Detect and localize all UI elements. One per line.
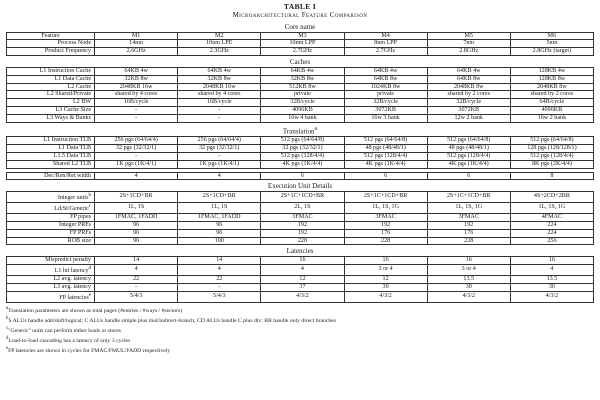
row-label-cell: L2 Shared/Private bbox=[7, 91, 95, 99]
table-cell: 4FMAC bbox=[510, 213, 593, 221]
table-cell: 4/3/2 bbox=[510, 291, 593, 302]
table-cell: - bbox=[178, 115, 261, 123]
table-cell: - bbox=[95, 107, 178, 115]
table-row bbox=[7, 221, 594, 229]
table-cell: 2.3GHz bbox=[178, 48, 261, 56]
row-label-cell: Process Node bbox=[7, 40, 95, 48]
table-cell: 12w 2 bank bbox=[427, 115, 510, 123]
header-cell: M1 bbox=[95, 32, 178, 40]
table-cell: 224 bbox=[510, 229, 593, 237]
table-row bbox=[7, 256, 594, 264]
table-cell: - bbox=[95, 152, 178, 160]
core-name-table bbox=[6, 32, 594, 57]
table-cell: 32 pgs (32/32/1) bbox=[95, 144, 178, 152]
table-cell: 3FMAC bbox=[261, 213, 344, 221]
footnote-mark: c bbox=[88, 202, 92, 209]
table-cell: 64KB 4w bbox=[261, 67, 344, 75]
table-cell: 512 pgs (128/4/4) bbox=[261, 152, 344, 160]
table-row bbox=[7, 283, 594, 291]
footnotes bbox=[6, 305, 594, 355]
row-label-cell: ROB size bbox=[7, 237, 95, 245]
table-cell: 64B/cycle bbox=[510, 99, 593, 107]
table-cell: 228 bbox=[344, 237, 427, 245]
table-row bbox=[7, 275, 594, 283]
table-cell: 1L, 1S, 1G bbox=[427, 202, 510, 213]
table-cell: private bbox=[344, 91, 427, 99]
table-cell: 16 bbox=[427, 256, 510, 264]
latencies-table bbox=[6, 256, 594, 303]
table-cell: 37 bbox=[261, 283, 344, 291]
row-label-cell: FP PRFs bbox=[7, 229, 95, 237]
table-cell: 1FMAC, 1FADD bbox=[178, 213, 261, 221]
table-cell: 1K pgs (1K/4/1) bbox=[95, 160, 178, 168]
footnote: $^a$Translation parameters are shown as total pages (#entries / #ways / #sectors) bbox=[6, 305, 183, 314]
table-cell: 96 bbox=[95, 221, 178, 229]
row-label-cell: Ld/St/Generic$^c$ bbox=[7, 202, 95, 213]
table-row bbox=[7, 83, 594, 91]
table-cell: 32 pgs (32/32/1) bbox=[261, 144, 344, 152]
table-cell: 512KB 8w bbox=[261, 83, 344, 91]
footnote: $^d$Load-to-load cascading has a latency of only 3 cycles bbox=[6, 335, 131, 344]
table-cell: 2S+1C+1CD+BR bbox=[261, 191, 344, 202]
row-label-cell: Mispredict penalty bbox=[7, 256, 95, 264]
row-label-cell: L1 Instruction TLB bbox=[7, 136, 95, 144]
table-cell: 16 bbox=[510, 256, 593, 264]
table-cell: 32KB 8w bbox=[178, 75, 261, 83]
table-number: TABLE I bbox=[283, 2, 317, 11]
table-cell: 192 bbox=[261, 221, 344, 229]
section-heading-caches: Caches bbox=[289, 58, 311, 67]
table-cell: 5/4/3 bbox=[95, 291, 178, 302]
table-cell: 48 pgs (48/48/1) bbox=[427, 144, 510, 152]
table-row bbox=[7, 202, 594, 213]
table-row bbox=[7, 152, 594, 160]
table-cell: 2S+1C+1CD+BR bbox=[427, 191, 510, 202]
row-label-cell: L2 Cache bbox=[7, 83, 95, 91]
table-cell: 12 bbox=[261, 275, 344, 283]
table-cell: 30 bbox=[344, 283, 427, 291]
table-row bbox=[7, 67, 594, 75]
execution-width-table bbox=[6, 172, 594, 181]
table-cell: private bbox=[261, 91, 344, 99]
table-cell: shared by 4 cores bbox=[178, 91, 261, 99]
table-cell: 192 bbox=[344, 221, 427, 229]
table-cell: 22 bbox=[178, 275, 261, 283]
table-cell: 176 bbox=[344, 229, 427, 237]
table-row bbox=[7, 237, 594, 245]
table-cell: 14 bbox=[178, 256, 261, 264]
row-label-cell: L1 Data TLB bbox=[7, 144, 95, 152]
table-cell: 176 bbox=[427, 229, 510, 237]
section-heading-translation: Translation$^a$ bbox=[282, 126, 318, 136]
footnote-mark: b bbox=[88, 191, 92, 198]
table-cell: 128 pgs (128/128/1) bbox=[510, 144, 593, 152]
table-cell: 512 pgs (64/64/8) bbox=[344, 136, 427, 144]
table-cell: 16B/cycle bbox=[178, 99, 261, 107]
table-cell: 6 bbox=[261, 172, 344, 180]
table-cell: shared by 2 cores bbox=[510, 91, 593, 99]
table-cell: 4 bbox=[95, 172, 178, 180]
table-cell: 16 bbox=[344, 256, 427, 264]
table-caption: Microarchitectural Feature Comparison bbox=[232, 11, 368, 19]
table-cell: 128KB 4w bbox=[510, 67, 593, 75]
table-cell: 16w 4 bank bbox=[261, 115, 344, 123]
table-cell: 4 bbox=[178, 264, 261, 275]
table-cell: 228 bbox=[427, 237, 510, 245]
row-label-cell: L1 Instruction Cache bbox=[7, 67, 95, 75]
table-cell: shared by 4 cores bbox=[95, 91, 178, 99]
row-label-cell: FP pipes bbox=[7, 213, 95, 221]
table-cell: 1L, 1S bbox=[95, 202, 178, 213]
table-cell: 32B/cycle bbox=[344, 99, 427, 107]
row-label-cell: Integer units$^b$ bbox=[7, 191, 95, 202]
table-header-row bbox=[7, 32, 594, 40]
table-cell: 96 bbox=[95, 237, 178, 245]
table-cell: 64KB 8w bbox=[427, 75, 510, 83]
table-cell: - bbox=[95, 283, 178, 291]
table-cell: 64KB 4w bbox=[95, 67, 178, 75]
translation-table bbox=[6, 136, 594, 169]
table-cell: 2048KB 16w bbox=[178, 83, 261, 91]
table-cell: 30 bbox=[427, 283, 510, 291]
header-cell: M5 bbox=[427, 32, 510, 40]
table-cell: 96 bbox=[95, 229, 178, 237]
table-cell: 512 pgs (64/64/8) bbox=[427, 136, 510, 144]
table-cell: 16 bbox=[261, 256, 344, 264]
section-heading-latencies: Latencies bbox=[286, 247, 314, 256]
table-cell: 8nm LPP bbox=[344, 40, 427, 48]
table-row bbox=[7, 115, 594, 123]
row-label-cell: Product Frequency bbox=[7, 48, 95, 56]
table-figure bbox=[6, 0, 594, 355]
table-cell: 192 bbox=[427, 221, 510, 229]
table-cell: - bbox=[95, 115, 178, 123]
table-cell: 30 bbox=[510, 283, 593, 291]
table-cell: 4K pgs (1K/4/4) bbox=[344, 160, 427, 168]
table-cell: 3 or 4 bbox=[427, 264, 510, 275]
row-label-cell: L1.5 Data TLB bbox=[7, 152, 95, 160]
table-cell: 96 bbox=[178, 221, 261, 229]
table-row bbox=[7, 160, 594, 168]
table-cell: 14 bbox=[95, 256, 178, 264]
table-cell: 512 pgs (128/4/4) bbox=[510, 152, 593, 160]
table-cell: 4 bbox=[178, 172, 261, 180]
table-cell: 512 pgs (128/4/4) bbox=[344, 152, 427, 160]
table-cell: 2.8GHz bbox=[427, 48, 510, 56]
footnote-mark: a bbox=[314, 126, 318, 133]
table-cell: 2.7GHz bbox=[344, 48, 427, 56]
row-label-cell: Integer PRFs bbox=[7, 221, 95, 229]
table-cell: 12 bbox=[344, 275, 427, 283]
table-cell: 2.7GHz bbox=[261, 48, 344, 56]
table-cell: 8 bbox=[510, 172, 593, 180]
execution-table bbox=[6, 191, 594, 246]
header-cell: M3 bbox=[261, 32, 344, 40]
row-label-cell: Shared L2 TLB bbox=[7, 160, 95, 168]
table-cell: 4 bbox=[95, 264, 178, 275]
table-cell: 3072KB bbox=[427, 107, 510, 115]
table-cell: shared by 2 cores bbox=[427, 91, 510, 99]
table-cell: 4096KB bbox=[261, 107, 344, 115]
table-cell: 6 bbox=[427, 172, 510, 180]
table-cell: 2048KB 8w bbox=[510, 83, 593, 91]
table-cell: 2048KB 16w bbox=[95, 83, 178, 91]
table-cell: 1L, 1S, 1G bbox=[344, 202, 427, 213]
table-cell: 4/3/2 bbox=[427, 291, 510, 302]
table-cell: 2S+1C+1CD+BR bbox=[344, 191, 427, 202]
table-cell: 4K pgs (1K/4/4) bbox=[261, 160, 344, 168]
table-cell: - bbox=[178, 107, 261, 115]
header-cell: Feature bbox=[7, 32, 95, 40]
table-cell: 2.8GHz (target) bbox=[510, 48, 593, 56]
row-label-cell: L3 Ways & Banks bbox=[7, 115, 95, 123]
table-cell: 32B/cycle bbox=[261, 99, 344, 107]
table-row bbox=[7, 264, 594, 275]
table-cell: 10nm LPP bbox=[261, 40, 344, 48]
table-cell: 64KB 8w bbox=[344, 75, 427, 83]
header-cell: M4 bbox=[344, 32, 427, 40]
table-cell: 3072KB bbox=[344, 107, 427, 115]
table-cell: 2.6GHz bbox=[95, 48, 178, 56]
table-cell: 512 pgs (128/4/4) bbox=[427, 152, 510, 160]
row-label-cell: L1 Data Cache bbox=[7, 75, 95, 83]
table-row bbox=[7, 229, 594, 237]
table-cell: - bbox=[178, 283, 261, 291]
row-label-cell: L3 avg. latency bbox=[7, 283, 95, 291]
table-cell: 5nm bbox=[510, 40, 593, 48]
table-cell: 4/3/2 bbox=[344, 291, 427, 302]
table-cell: 13.5 bbox=[510, 275, 593, 283]
table-cell: 64KB 4w bbox=[344, 67, 427, 75]
row-label-cell: L3 Cache Size bbox=[7, 107, 95, 115]
row-label-cell: L1 hit latency$^d$ bbox=[7, 264, 95, 275]
table-row bbox=[7, 213, 594, 221]
table-cell: 64KB 4w bbox=[178, 67, 261, 75]
table-cell: 1024KB 8w bbox=[344, 83, 427, 91]
row-label-cell: L2 BW bbox=[7, 99, 95, 107]
table-row bbox=[7, 144, 594, 152]
table-cell: 2L, 1S bbox=[261, 202, 344, 213]
table-cell: 10nm LPE bbox=[178, 40, 261, 48]
table-cell: 32B/cycle bbox=[427, 99, 510, 107]
table-cell: 16w 3 bank bbox=[344, 115, 427, 123]
table-row bbox=[7, 48, 594, 56]
section-heading-core-name: Core name bbox=[284, 23, 316, 31]
table-cell: 1FMAC, 1FADD bbox=[95, 213, 178, 221]
table-cell: 32 pgs (32/32/1) bbox=[178, 144, 261, 152]
table-cell: 100 bbox=[178, 237, 261, 245]
table-cell: 13.5 bbox=[427, 275, 510, 283]
table-cell: 14nm bbox=[95, 40, 178, 48]
table-row bbox=[7, 91, 594, 99]
table-cell: 2S+1CD+BR bbox=[178, 191, 261, 202]
table-cell: 3FMAC bbox=[427, 213, 510, 221]
table-cell: 7nm bbox=[427, 40, 510, 48]
header-cell: M2 bbox=[178, 32, 261, 40]
table-row bbox=[7, 291, 594, 302]
table-cell: 192 bbox=[261, 229, 344, 237]
table-cell: 5/4/3 bbox=[178, 291, 261, 302]
table-cell: 4/3/2 bbox=[261, 291, 344, 302]
row-label-cell: FP latencies$^e$ bbox=[7, 291, 95, 302]
table-cell: 4 bbox=[510, 264, 593, 275]
table-cell: 512 pgs (64/64/8) bbox=[261, 136, 344, 144]
table-cell: 4096KB bbox=[510, 107, 593, 115]
table-row bbox=[7, 136, 594, 144]
table-cell: 2048KB 8w bbox=[427, 83, 510, 91]
footnote-mark: e bbox=[88, 291, 92, 298]
table-row bbox=[7, 172, 594, 180]
table-cell: 256 pgs (64/64/4) bbox=[178, 136, 261, 144]
table-row bbox=[7, 40, 594, 48]
table-cell: 4K pgs (1K/4/4) bbox=[427, 160, 510, 168]
table-row bbox=[7, 107, 594, 115]
table-row bbox=[7, 75, 594, 83]
header-cell: M6 bbox=[510, 32, 593, 40]
table-cell: - bbox=[178, 152, 261, 160]
table-cell: 4S+2CD+2BR bbox=[510, 191, 593, 202]
table-cell: 32KB 8w bbox=[261, 75, 344, 83]
table-cell: 16B/cycle bbox=[95, 99, 178, 107]
table-cell: 1K pgs (1K/4/1) bbox=[178, 160, 261, 168]
table-cell: 32KB 8w bbox=[95, 75, 178, 83]
table-cell: 512 pgs (64/64/8) bbox=[510, 136, 593, 144]
table-cell: 256 bbox=[510, 237, 593, 245]
table-row bbox=[7, 191, 594, 202]
table-cell: 4 bbox=[261, 264, 344, 275]
table-row bbox=[7, 99, 594, 107]
table-cell: 3FMAC bbox=[344, 213, 427, 221]
footnote: $^e$FP latencies are shown in cycles for FMAC/FMUL/FADD respectively bbox=[6, 345, 171, 354]
table-cell: 16w 2 bank bbox=[510, 115, 593, 123]
table-cell: 3 or 4 bbox=[344, 264, 427, 275]
table-cell: 256 pgs (64/64/4) bbox=[95, 136, 178, 144]
row-label-cell: L2 avg. latency bbox=[7, 275, 95, 283]
table-cell: 64KB 4w bbox=[427, 67, 510, 75]
footnote: $^b$S ALUs handle add/shift/logical; C ALUs handle simple plus mul/indirect-branch; CD ALUs handle C plus div; BR handle only direct branches bbox=[6, 315, 336, 324]
section-heading-execution: Execution Unit Details bbox=[267, 182, 333, 191]
table-cell: 128KB 8w bbox=[510, 75, 593, 83]
caches-table bbox=[6, 67, 594, 123]
table-cell: 8K pgs (2K/4/4) bbox=[510, 160, 593, 168]
table-cell: 1L, 1S, 1G bbox=[510, 202, 593, 213]
table-cell: 1L, 1S bbox=[178, 202, 261, 213]
footnote: $^c$"Generic" units can perform either loads or stores bbox=[6, 325, 121, 334]
footnote-mark: d bbox=[88, 264, 92, 271]
table-cell: 224 bbox=[510, 221, 593, 229]
table-cell: 6 bbox=[344, 172, 427, 180]
table-cell: 48 pgs (48/48/1) bbox=[344, 144, 427, 152]
table-cell: 96 bbox=[178, 229, 261, 237]
table-cell: 2S+1CD+BR bbox=[95, 191, 178, 202]
table-cell: 228 bbox=[261, 237, 344, 245]
row-label-cell: Dec/Ren/Ret width bbox=[7, 172, 95, 180]
table-cell: 22 bbox=[95, 275, 178, 283]
